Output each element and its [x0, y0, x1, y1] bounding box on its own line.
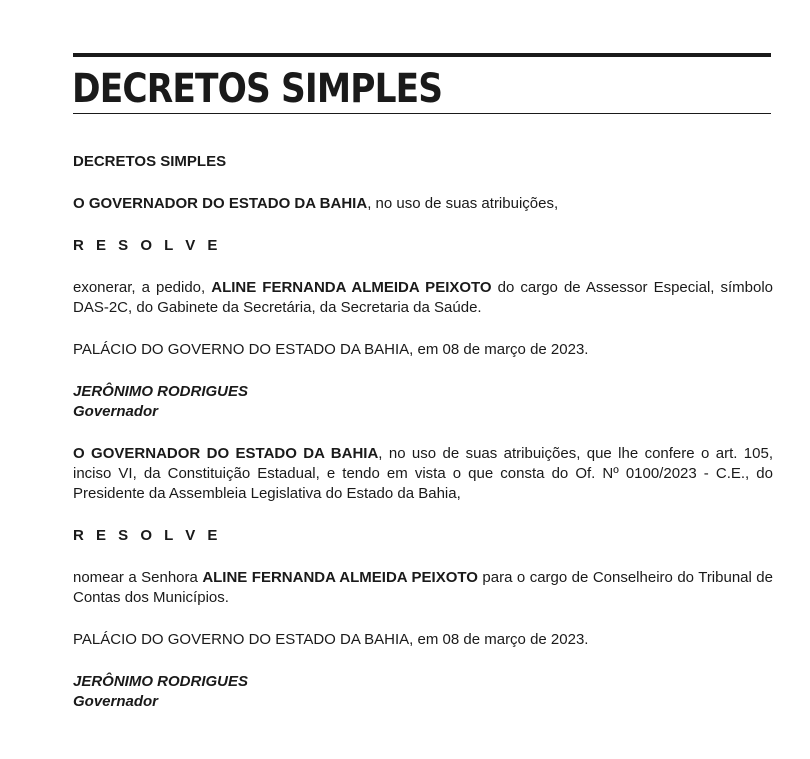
decree-1-intro-authority: O GOVERNADOR DO ESTADO DA BAHIA: [73, 195, 368, 212]
decree-1-body-name: ALINE FERNANDA ALMEIDA PEIXOTO: [211, 279, 492, 296]
document-body: [73, 152, 773, 712]
decree-2-signature-title: Governador: [73, 693, 159, 710]
decree-1: [73, 194, 773, 422]
page-title: DECRETOS SIMPLES: [72, 66, 443, 112]
decree-1-intro-text: , no uso de suas atribuições,: [367, 195, 559, 212]
decree-2-body-name: ALINE FERNANDA ALMEIDA PEIXOTO: [202, 569, 478, 586]
section-heading: DECRETOS SIMPLES: [73, 153, 227, 170]
decree-1-body-post: do cargo de Assessor Especial, símbolo DAS-2C, do Gabinete da Secretária, da Secretaria da Saúde.: [73, 279, 774, 316]
decree-1-body: [73, 278, 773, 318]
decree-2-signature-name: JERÔNIMO RODRIGUES: [73, 673, 249, 690]
decree-2-intro-text: , no uso de suas atribuições, que lhe confere o art. 105, inciso VI, da Constituição Estadual, e tendo em vista o que consta do Of. Nº 0100/2023 - C.E., do Presidente da Assembleia Legislativa do Estado da Bahia,: [73, 445, 773, 502]
header-bottom-rule: [73, 113, 771, 114]
decree-2-place-date: PALÁCIO DO GOVERNO DO ESTADO DA BAHIA, em 08 de março de 2023.: [73, 631, 589, 648]
decree-2: [73, 444, 773, 712]
decree-1-resolve: R E S O L V E: [73, 237, 222, 254]
decree-2-intro: [73, 444, 773, 504]
decree-1-signature-name: JERÔNIMO RODRIGUES: [73, 383, 249, 400]
decree-2-body-post: para o cargo de Conselheiro do Tribunal de Contas dos Municípios.: [73, 569, 773, 606]
decree-1-body-pre: exonerar, a pedido,: [73, 279, 212, 296]
decree-1-intro: [73, 194, 773, 214]
decree-1-signature-title: Governador: [73, 403, 159, 420]
header-top-rule: [73, 53, 771, 57]
decree-2-resolve: R E S O L V E: [73, 527, 222, 544]
decree-2-body: [73, 568, 773, 608]
decree-1-place-date: PALÁCIO DO GOVERNO DO ESTADO DA BAHIA, em 08 de março de 2023.: [73, 341, 589, 358]
decree-2-intro-authority: O GOVERNADOR DO ESTADO DA BAHIA: [73, 445, 379, 462]
decree-2-body-pre: nomear a Senhora: [73, 569, 203, 586]
